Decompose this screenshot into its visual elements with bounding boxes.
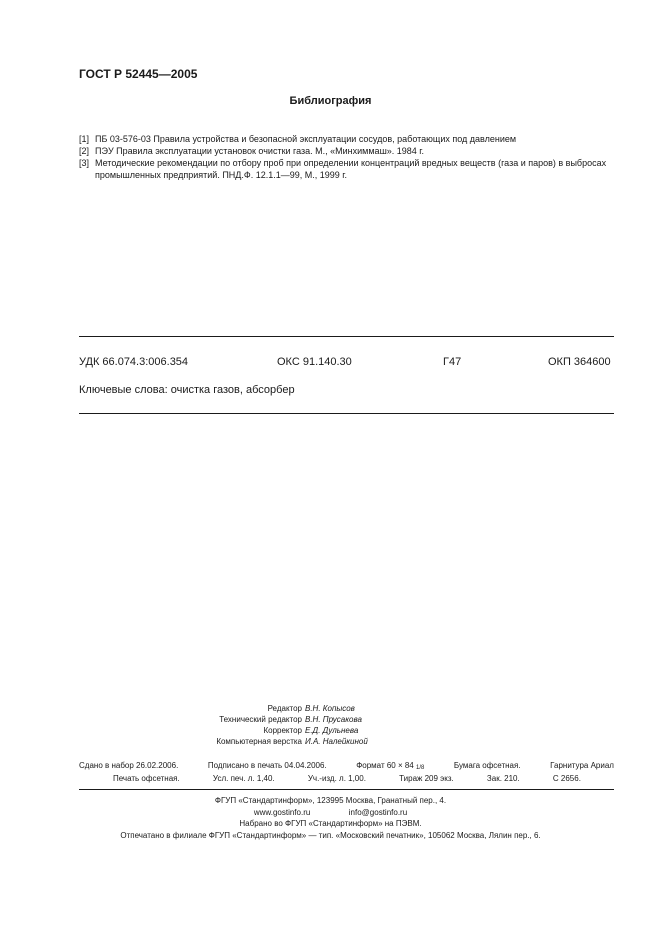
publisher-sheets: Уч.-изд. л. 1,00. (307, 774, 366, 783)
keywords: Ключевые слова: очистка газов, абсорбер (79, 384, 295, 396)
format-fraction: 1/8 (416, 765, 425, 771)
credit-role: Корректор (263, 726, 302, 735)
credit-name: В.Н. Прусакова (305, 715, 362, 724)
email-link[interactable]: info@gostinfo.ru (348, 807, 408, 817)
credit-proofreader (135, 725, 368, 736)
bibliography-item (79, 157, 619, 181)
bibliography-item-text: ПБ 03-576-03 Правила устройства и безопасной эксплуатации сосудов, работающих под давлением (95, 134, 517, 144)
bottom-divider (79, 413, 614, 414)
bibliography-item (79, 133, 619, 145)
credit-layout (135, 736, 368, 747)
okp-code: ОКП 364600 (548, 356, 611, 368)
printed-note: Отпечатано в филиале ФГУП «Стандартинформ» — тип. «Московский печатник», 105062 Москва, Лялин пер., 6. (120, 830, 541, 840)
bibliography-list (79, 133, 619, 181)
publishing-line-2 (113, 774, 581, 783)
footer-divider (79, 789, 614, 790)
order-number: Зак. 210. (486, 774, 520, 783)
credits-block (135, 703, 368, 747)
organization-address: ФГУП «Стандартинформ», 123995 Москва, Гранатный пер., 4. (214, 796, 447, 805)
oks-code: ОКС 91.140.30 (277, 356, 352, 368)
print-method: Печать офсетная. (113, 774, 180, 783)
bibliography-item-text: Методические рекомендации по отбору проб при определении концентраций вредных веществ (газа и паров) в выбросах промышленных предприятий. ПНД.Ф. 12.1.1—99, М., 1999 г. (95, 158, 607, 180)
paper-format: Формат 60 × 84 1/8 (356, 761, 425, 771)
standard-number: ГОСТ Р 52445—2005 (79, 67, 198, 81)
top-divider (79, 336, 614, 337)
website-link[interactable]: www.gostinfo.ru (253, 807, 311, 817)
submitted-date: Сдано в набор 26.02.2006. (79, 761, 179, 770)
bibliography-title: Библиография (289, 95, 372, 107)
bibliography-item (79, 145, 619, 157)
credit-name: Е.Д. Дульнева (305, 726, 359, 735)
signed-date: Подписано в печать 04.04.2006. (207, 761, 327, 770)
group-code: Г47 (443, 356, 462, 368)
credit-name: И.А. Налейкиной (305, 737, 368, 746)
organization-contacts (0, 807, 661, 819)
organization-block (0, 795, 661, 841)
credit-editor (135, 703, 368, 714)
typeset-note: Набрано во ФГУП «Стандартинформ» на ПЭВМ. (239, 819, 422, 828)
credit-tech-editor (135, 714, 368, 725)
credit-role: Технический редактор (219, 715, 302, 724)
code-number: С 2656. (552, 774, 581, 783)
bibliography-item-number: [3] (79, 158, 90, 168)
credit-role: Редактор (267, 704, 302, 713)
credit-name: В.Н. Копысов (305, 704, 355, 713)
bibliography-item-number: [1] (79, 134, 90, 144)
print-run: Тираж 209 экз. (399, 774, 454, 783)
print-sheets: Усл. печ. л. 1,40. (212, 774, 275, 783)
paper-type: Бумага офсетная. (453, 761, 521, 770)
udk-code: УДК 66.074.3:006.354 (79, 356, 189, 368)
bibliography-item-text: ПЭУ Правила эксплуатации установок очистки газа. М., «Минхиммаш». 1984 г. (95, 146, 424, 156)
typeface: Гарнитура Ариал (550, 761, 614, 770)
bibliography-item-number: [2] (79, 146, 90, 156)
credit-role: Компьютерная верстка (216, 737, 302, 746)
publishing-line-1 (79, 761, 614, 771)
